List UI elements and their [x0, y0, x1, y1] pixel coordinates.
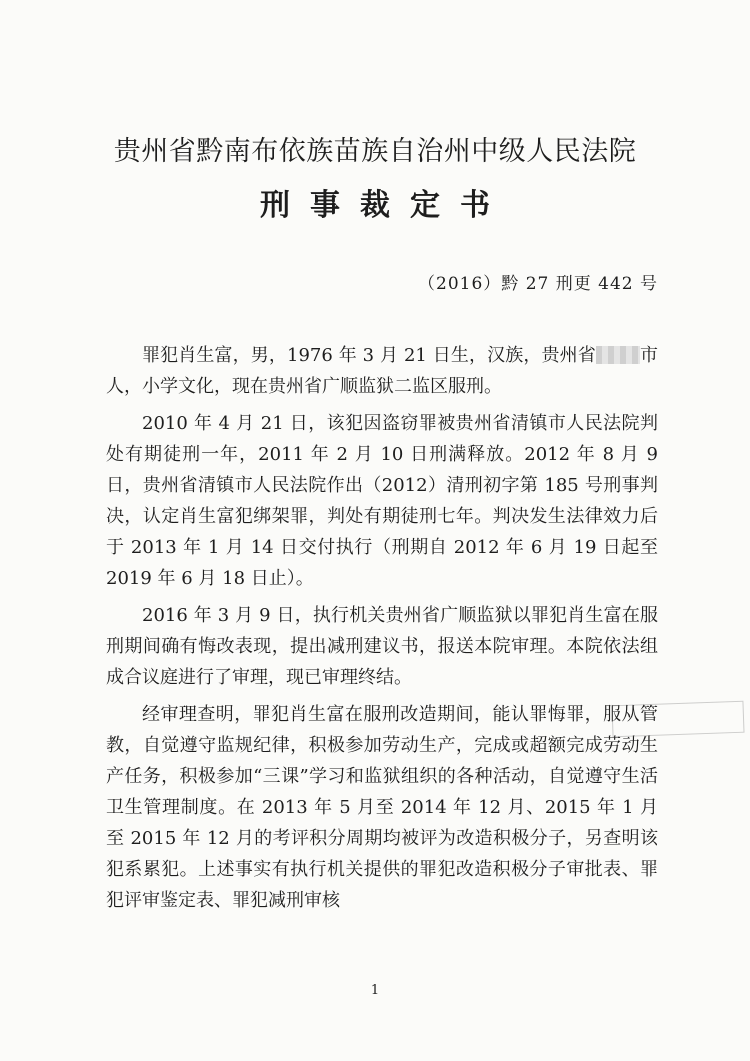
defendant-info-text: 罪犯肖生富，男，1976 年 3 月 21 日生，汉族，贵州省 [142, 345, 596, 366]
redaction-mark [596, 346, 640, 364]
paragraph-defendant-info [106, 340, 658, 402]
document-body [106, 340, 658, 922]
paragraph-findings: 经审理查明，罪犯肖生富在服刑改造期间，能认罪悔罪，服从管教，自觉遵守监规纪律，积极参加劳动生产，完成或超额完成劳动生产任务，积极参加“三课”学习和监狱组织的各种活动，自觉遵守生活卫生管理制度。在 2013 年 5 月至 2014 年 12 月、2015 年 1 月至 2015 年 12 月的考评积分周期均被评为改造积极分子，另查明该犯系累犯。上述事实有执行机关提供的罪犯改造积极分子审批表、罪犯评审鉴定表、罪犯减刑审核 [106, 704, 658, 911]
paragraph-commutation-proposal: 2016 年 3 月 9 日，执行机关贵州省广顺监狱以罪犯肖生富在服刑期间确有悔改表现，提出减刑建议书，报送本院审理。本院依法组成合议庭进行了审理，现已审理终结。 [106, 605, 658, 688]
page-number: 1 [370, 983, 380, 998]
paragraph-criminal-history: 2010 年 4 月 21 日，该犯因盗窃罪被贵州省清镇市人民法院判处有期徒刑一年，2011 年 2 月 10 日刑满释放。2012 年 8 月 9 日，贵州省清镇市人民法院作出（2012）清刑初字第 185 号刑事判决，认定肖生富犯绑架罪，判处有期徒刑七年。判决发生法律效力后于 2013 年 1 月 14 日交付执行（刑期自 2012 年 6 月 19 日起至 2019 年 6 月 18 日止）。 [106, 413, 658, 589]
case-number: （2016）黔 27 刑更 442 号 [418, 274, 658, 294]
faint-stamp-mark [611, 701, 744, 738]
document-type-title: 刑事裁定书 [260, 188, 510, 223]
defendant-info-text-cont: 市人，小学文化，现在贵州省广顺监狱二监区服刑。 [106, 345, 659, 397]
court-name: 贵州省黔南布依族苗族自治州中级人民法院 [113, 136, 637, 167]
